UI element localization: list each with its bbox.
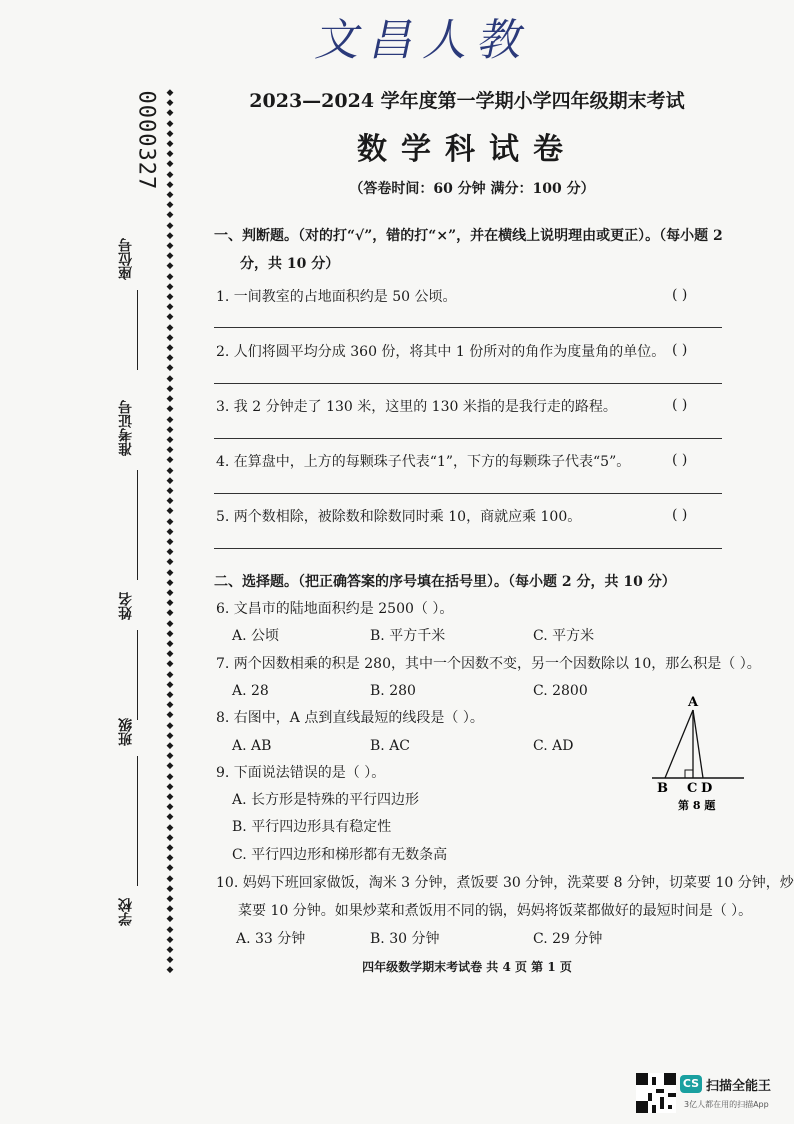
choice-q10-option-a[interactable]: A. 33 分钟 [236,931,306,947]
section1-heading-line2: 分，共 10 分） [240,256,340,272]
judge-line-4[interactable] [214,493,722,494]
segment-ad [693,710,703,778]
choice-q7-option-a[interactable]: A. 28 [232,683,269,699]
page-footer: 四年级数学期末考试卷 共 4 页 第 1 页 [362,960,572,974]
choice-q6-option-b[interactable]: B. 平方千米 [370,628,446,644]
judge-line-1[interactable] [214,327,722,328]
class-line [137,756,138,886]
handwritten-note: 文昌人教 [311,15,539,66]
camscanner-logo-icon: CS [680,1075,702,1093]
judge-item-4: 4. 在算盘中，上方的每颗珠子代表“1”，下方的每颗珠子代表“5”。 [216,454,631,470]
judge-line-2[interactable] [214,383,722,384]
section1-heading-line1: 一、判断题。（对的打“√”，错的打“×”，并在横线上说明理由或更正）。（每小题 2 [214,228,723,244]
choice-q7-option-b[interactable]: B. 280 [370,683,416,699]
binding-line: ◆ ◆ ◆ ◆ ◆ ◆ ◆ ◆ ◆ ◆ ◆ ◆ ◆ ◆ ◆ ◆ ◆ ◆ ◆ ◆ ◆ ◆ ◆ ◆ ◆ ◆ ◆ ◆ ◆ ◆ ◆ ◆ ◆ ◆ ◆ ◆ ◆ ◆ ◆ ◆ ◆ ◆ ◆ ◆ ◆ ◆ ◆ ◆ ◆ ◆ ◆ ◆ ◆ ◆ ◆ ◆ ◆ ◆ ◆ ◆ ◆ ◆ ◆ ◆ ◆ ◆ ◆ ◆ ◆ ◆ ◆ ◆ ◆ ◆ ◆ ◆ ◆ ◆ ◆ ◆ ◆ ◆ ◆ ◆ ◆ ◆ ◆ [166,88,174,976]
choice-q9-option-c[interactable]: C. 平行四边形和梯形都有无数条高 [232,847,448,863]
judge-item-2: 2. 人们将圆平均分成 360 份，将其中 1 份所对的角作为度量角的单位。 [216,344,666,360]
judge-line-3[interactable] [214,438,722,439]
serial-number-text: 0000327 [133,90,159,191]
exam-meta: （答卷时间：60 分钟 满分：100 分） [349,181,595,197]
exam-no-label: 准考证号 [118,400,134,456]
choice-q8-option-a[interactable]: A. AB [232,738,272,754]
subject-title: 数学科试卷 [357,132,577,167]
figure-caption: 第 8 题 [678,799,716,812]
name-label: 姓名 [118,592,134,620]
name-line [137,630,138,720]
choice-q6-option-a[interactable]: A. 公顷 [232,628,280,644]
judge-answer-1[interactable]: ( ) [672,287,688,303]
scanner-app-tagline: 3亿人都在用的扫描App [684,1100,769,1109]
school-label: 学校 [118,898,134,926]
judge-answer-4[interactable]: ( ) [672,452,688,468]
right-angle-mark [685,770,693,778]
scanner-app-name: 扫描全能王 [706,1079,772,1094]
point-c-label: C [687,781,698,796]
point-a-label: A [688,695,699,710]
exam-no-line [137,470,138,580]
choice-q7-option-c[interactable]: C. 2800 [533,683,588,699]
choice-q10-option-c[interactable]: C. 29 分钟 [533,931,603,947]
point-d-label: D [701,781,713,796]
choice-q10-stem-line1: 10. 妈妈下班回家做饭，淘米 3 分钟，煮饭要 30 分钟，洗菜要 8 分钟，切菜要 10 分钟，炒 [216,875,794,891]
choice-q10-stem-line2: 菜要 10 分钟。如果炒菜和煮饭用不同的锅，妈妈将饭菜都做好的最短时间是（ ）。 [238,903,753,919]
question8-figure [648,692,748,817]
choice-q8-option-c[interactable]: C. AD [533,738,574,754]
judge-item-5: 5. 两个数相除，被除数和除数同时乘 10，商就应乘 100。 [216,509,582,525]
exam-title: 2023—2024 学年度第一学期小学四年级期末考试 [249,90,685,112]
judge-line-5[interactable] [214,548,722,549]
point-b-label: B [657,781,668,796]
qr-code-icon [636,1073,676,1113]
judge-answer-2[interactable]: ( ) [672,342,688,358]
seat-no-line [137,290,138,370]
section2-heading: 二、选择题。（把正确答案的序号填在括号里）。（每小题 2 分，共 10 分） [214,574,676,590]
judge-item-3: 3. 我 2 分钟走了 130 米，这里的 130 米指的是我行走的路程。 [216,399,617,415]
choice-q10-option-b[interactable]: B. 30 分钟 [370,931,440,947]
choice-q9-stem: 9. 下面说法错误的是（ ）。 [216,765,386,781]
choice-q9-option-a[interactable]: A. 长方形是特殊的平行四边形 [232,792,420,808]
choice-q7-stem: 7. 两个因数相乘的积是 280，其中一个因数不变，另一个因数除以 10，那么积是（ ）。 [216,656,761,672]
choice-q9-option-b[interactable]: B. 平行四边形具有稳定性 [232,819,392,835]
judge-answer-3[interactable]: ( ) [672,397,688,413]
choice-q6-option-c[interactable]: C. 平方米 [533,628,595,644]
judge-answer-5[interactable]: ( ) [672,507,688,523]
seat-no-label: 座位号 [118,238,134,280]
class-label: 班级 [118,718,134,746]
choice-q6-stem: 6. 文昌市的陆地面积约是 2500（ ）。 [216,601,454,617]
choice-q8-option-b[interactable]: B. AC [370,738,411,754]
choice-q8-stem: 8. 右图中，A 点到直线最短的线段是（ ）。 [216,710,484,726]
judge-item-1: 1. 一间教室的占地面积约是 50 公顷。 [216,289,457,305]
segment-ab [665,710,693,778]
